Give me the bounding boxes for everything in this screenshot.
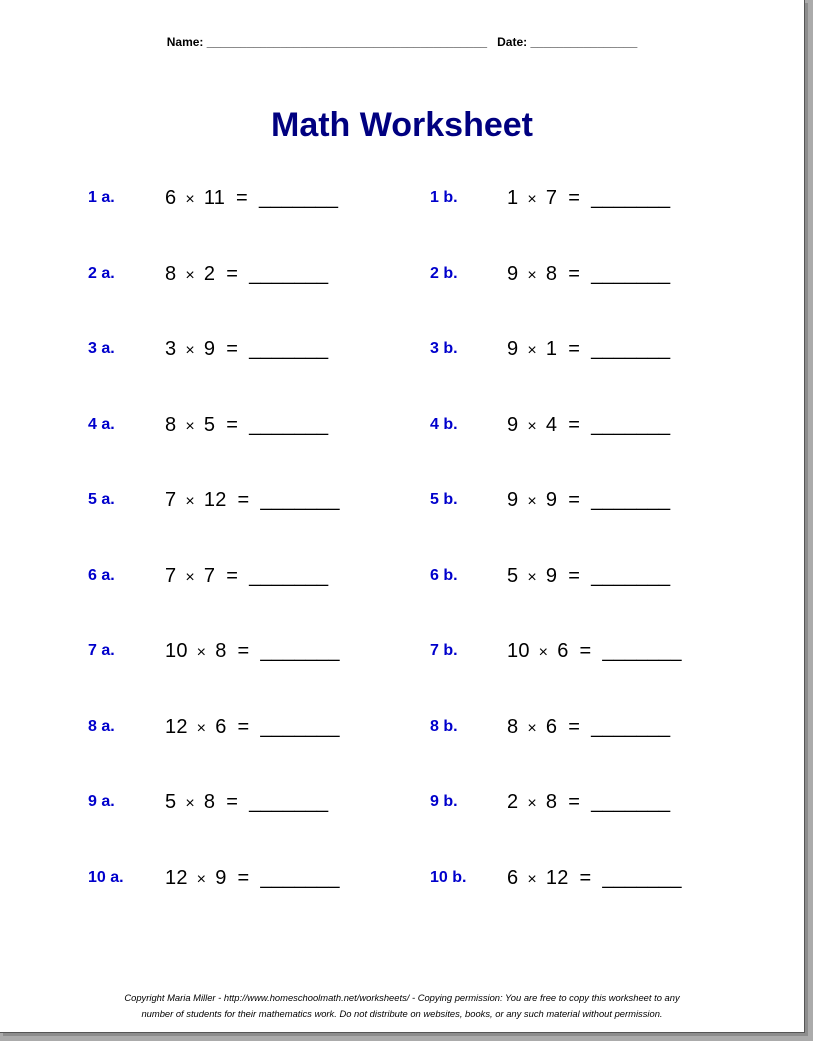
answer-blank[interactable]: _______ bbox=[260, 716, 340, 738]
problem-expression bbox=[507, 791, 670, 814]
equals-sign: = bbox=[237, 640, 250, 662]
answer-blank[interactable]: _______ bbox=[260, 640, 340, 662]
equals-sign: = bbox=[568, 263, 581, 285]
name-date-line bbox=[0, 35, 804, 49]
operand-b: 11 bbox=[203, 187, 226, 209]
answer-blank[interactable]: _______ bbox=[258, 187, 339, 209]
operand-b: 2 bbox=[203, 263, 216, 285]
problem-expression bbox=[165, 867, 340, 890]
operand-a: 5 bbox=[507, 565, 519, 587]
equals-sign: = bbox=[568, 791, 581, 813]
problem-expression bbox=[507, 187, 670, 210]
problem-expression bbox=[507, 867, 682, 890]
equals-sign: = bbox=[226, 565, 239, 587]
operand-a: 12 bbox=[165, 867, 188, 889]
answer-blank[interactable]: _______ bbox=[591, 716, 671, 738]
operand-b: 8 bbox=[215, 640, 227, 662]
problem-expression bbox=[165, 338, 328, 361]
equals-sign: = bbox=[226, 263, 239, 285]
problem-label: 1 b. bbox=[430, 189, 458, 206]
problem-expression bbox=[507, 640, 682, 663]
problem-label: 8 b. bbox=[430, 718, 458, 735]
operand-a: 10 bbox=[507, 640, 530, 662]
copyright-line-1: Copyright Maria Miller - http://www.homeschoolmath.net/worksheets/ - Copying permission: You are free to copy this worksheet to any bbox=[124, 992, 680, 1003]
operand-b: 9 bbox=[545, 489, 558, 511]
operand-b: 9 bbox=[215, 867, 227, 889]
equals-sign: = bbox=[226, 414, 239, 436]
problem-expression bbox=[507, 565, 670, 588]
multiply-sign: × bbox=[196, 720, 207, 737]
operand-b: 6 bbox=[215, 716, 227, 738]
answer-blank[interactable]: _______ bbox=[260, 867, 340, 889]
operand-b: 5 bbox=[203, 414, 216, 436]
answer-blank[interactable]: _______ bbox=[249, 791, 329, 813]
operand-b: 8 bbox=[545, 791, 558, 813]
operand-a: 1 bbox=[507, 187, 519, 209]
multiply-sign: × bbox=[185, 493, 195, 510]
operand-b: 6 bbox=[557, 640, 569, 662]
multiply-sign: × bbox=[185, 267, 195, 284]
equals-sign: = bbox=[226, 338, 239, 360]
problem-label: 10 b. bbox=[430, 869, 467, 886]
problem-label: 1 a. bbox=[88, 189, 115, 206]
operand-a: 9 bbox=[507, 489, 519, 511]
operand-b: 12 bbox=[545, 867, 569, 889]
equals-sign: = bbox=[237, 489, 250, 511]
operand-a: 5 bbox=[165, 791, 177, 813]
problem-label: 7 a. bbox=[88, 642, 115, 659]
equals-sign: = bbox=[226, 791, 239, 813]
operand-b: 8 bbox=[545, 263, 558, 285]
answer-blank[interactable]: _______ bbox=[249, 263, 329, 285]
multiply-sign: × bbox=[185, 418, 195, 435]
answer-blank[interactable]: _______ bbox=[602, 640, 682, 662]
equals-sign: = bbox=[579, 867, 592, 889]
answer-blank[interactable]: _______ bbox=[591, 338, 671, 360]
multiply-sign: × bbox=[185, 191, 195, 208]
problem-label: 6 a. bbox=[88, 567, 115, 584]
operand-a: 8 bbox=[165, 414, 177, 436]
multiply-sign: × bbox=[185, 795, 195, 812]
copyright-line-2: number of students for their mathematics work. Do not distribute on websites, books, or any such material without permission. bbox=[141, 1008, 663, 1019]
operand-b: 4 bbox=[545, 414, 558, 436]
answer-blank[interactable]: _______ bbox=[260, 489, 340, 511]
multiply-sign: × bbox=[527, 720, 537, 737]
equals-sign: = bbox=[236, 187, 248, 209]
problem-label: 5 b. bbox=[430, 491, 458, 508]
equals-sign: = bbox=[568, 489, 581, 511]
operand-b: 7 bbox=[203, 565, 216, 587]
operand-a: 9 bbox=[507, 263, 519, 285]
problem-label: 3 b. bbox=[430, 340, 458, 357]
problem-label: 6 b. bbox=[430, 567, 458, 584]
problem-label: 2 b. bbox=[430, 265, 458, 282]
answer-blank[interactable]: _______ bbox=[591, 489, 671, 511]
answer-blank[interactable]: _______ bbox=[591, 263, 671, 285]
name-label: Name: bbox=[166, 35, 204, 49]
problem-expression bbox=[165, 640, 340, 663]
multiply-sign: × bbox=[527, 569, 537, 586]
answer-blank[interactable]: _______ bbox=[591, 414, 671, 436]
answer-blank[interactable]: _______ bbox=[249, 338, 329, 360]
problem-expression bbox=[507, 489, 670, 512]
problem-expression bbox=[507, 716, 670, 739]
problem-label: 4 b. bbox=[430, 416, 458, 433]
page-title: Math Worksheet bbox=[271, 106, 533, 144]
problem-expression bbox=[165, 187, 338, 210]
problem-label: 5 a. bbox=[88, 491, 115, 508]
operand-a: 12 bbox=[165, 716, 188, 738]
operand-b: 8 bbox=[203, 791, 216, 813]
problem-expression bbox=[507, 338, 670, 361]
equals-sign: = bbox=[237, 867, 250, 889]
problem-label: 9 a. bbox=[88, 793, 115, 810]
copyright-notice bbox=[0, 990, 804, 1022]
operand-a: 10 bbox=[165, 640, 188, 662]
operand-a: 9 bbox=[507, 338, 519, 360]
operand-b: 1 bbox=[545, 338, 558, 360]
problem-label: 9 b. bbox=[430, 793, 458, 810]
problem-label: 7 b. bbox=[430, 642, 458, 659]
equals-sign: = bbox=[568, 187, 581, 209]
multiply-sign: × bbox=[185, 569, 195, 586]
operand-a: 7 bbox=[165, 489, 177, 511]
problem-expression bbox=[507, 414, 670, 437]
date-label: Date: bbox=[497, 35, 528, 49]
multiply-sign: × bbox=[527, 871, 537, 888]
operand-b: 7 bbox=[545, 187, 558, 209]
operand-a: 8 bbox=[165, 263, 177, 285]
problem-expression bbox=[165, 716, 340, 739]
multiply-sign: × bbox=[527, 342, 537, 359]
operand-b: 9 bbox=[545, 565, 558, 587]
equals-sign: = bbox=[237, 716, 250, 738]
answer-blank[interactable]: _______ bbox=[249, 565, 329, 587]
equals-sign: = bbox=[568, 338, 581, 360]
operand-a: 3 bbox=[165, 338, 177, 360]
equals-sign: = bbox=[568, 565, 581, 587]
answer-blank[interactable]: _______ bbox=[591, 187, 671, 209]
problem-expression bbox=[165, 414, 328, 437]
multiply-sign: × bbox=[527, 418, 537, 435]
multiply-sign: × bbox=[527, 191, 537, 208]
multiply-sign: × bbox=[538, 644, 549, 661]
multiply-sign: × bbox=[527, 795, 537, 812]
name-blank: __________________________________________ bbox=[206, 35, 488, 49]
problem-label: 2 a. bbox=[88, 265, 115, 282]
operand-a: 7 bbox=[165, 565, 177, 587]
multiply-sign: × bbox=[196, 871, 207, 888]
operand-b: 12 bbox=[203, 489, 227, 511]
problem-label: 8 a. bbox=[88, 718, 115, 735]
operand-a: 6 bbox=[165, 187, 177, 209]
equals-sign: = bbox=[568, 716, 581, 738]
multiply-sign: × bbox=[527, 493, 537, 510]
operand-a: 6 bbox=[507, 867, 519, 889]
multiply-sign: × bbox=[527, 267, 537, 284]
answer-blank[interactable]: _______ bbox=[591, 791, 671, 813]
problem-label: 10 a. bbox=[88, 869, 124, 886]
operand-b: 9 bbox=[203, 338, 216, 360]
multiply-sign: × bbox=[185, 342, 195, 359]
problem-expression bbox=[165, 565, 328, 588]
operand-b: 6 bbox=[545, 716, 558, 738]
date-blank: ________________ bbox=[530, 35, 638, 49]
answer-blank[interactable]: _______ bbox=[602, 867, 682, 889]
equals-sign: = bbox=[579, 640, 592, 662]
operand-a: 2 bbox=[507, 791, 519, 813]
multiply-sign: × bbox=[196, 644, 207, 661]
problem-expression bbox=[165, 263, 328, 286]
operand-a: 9 bbox=[507, 414, 519, 436]
answer-blank[interactable]: _______ bbox=[591, 565, 671, 587]
operand-a: 8 bbox=[507, 716, 519, 738]
problem-expression bbox=[165, 791, 328, 814]
problem-label: 3 a. bbox=[88, 340, 115, 357]
problem-expression bbox=[165, 489, 340, 512]
answer-blank[interactable]: _______ bbox=[249, 414, 329, 436]
equals-sign: = bbox=[568, 414, 581, 436]
problem-expression bbox=[507, 263, 670, 286]
problem-label: 4 a. bbox=[88, 416, 115, 433]
